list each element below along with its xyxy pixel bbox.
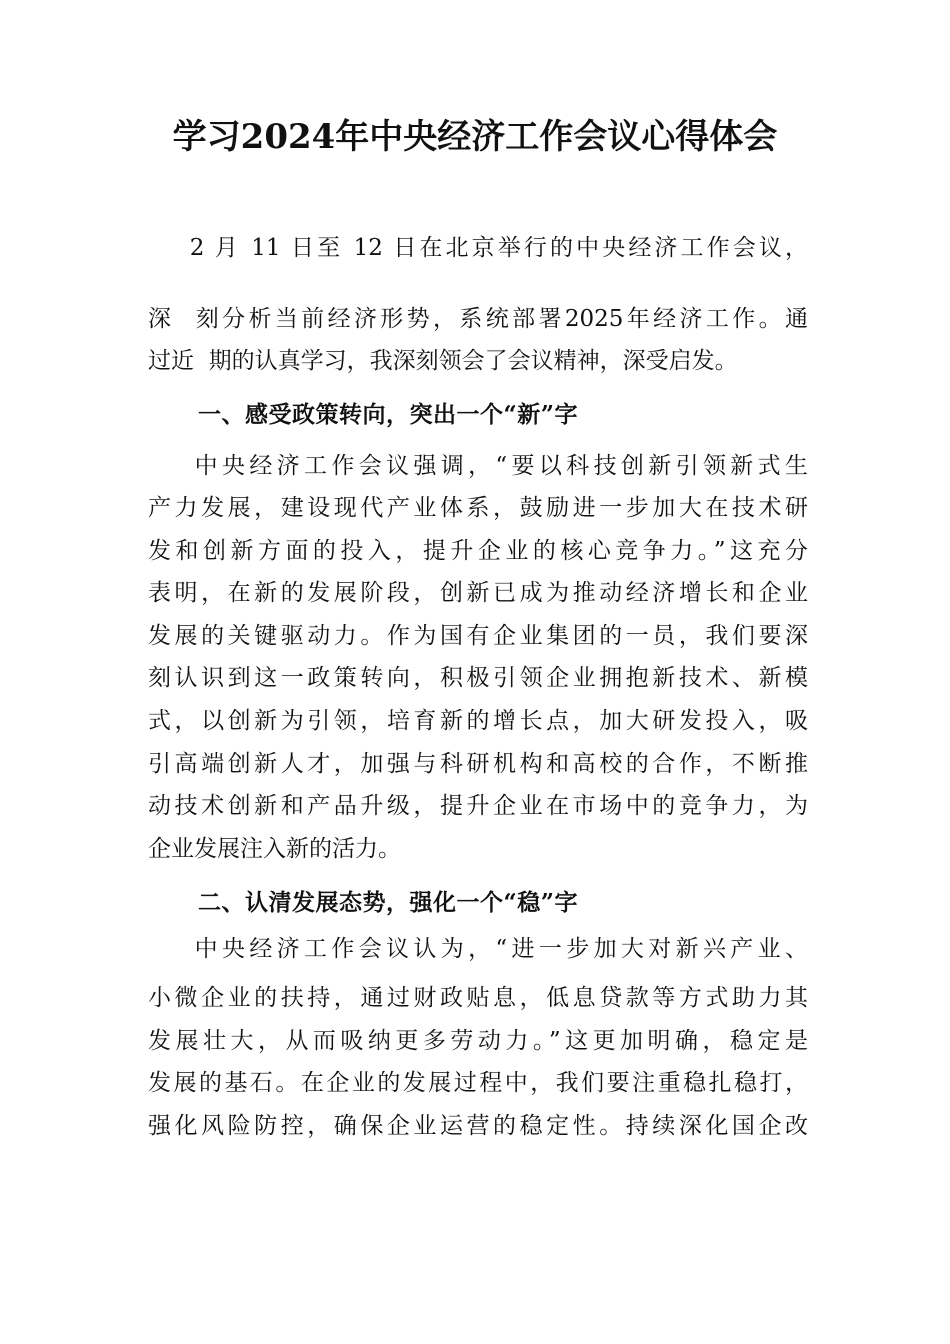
text-line: 中央经济工作会议强调，“要以科技创新引领新式生 xyxy=(148,453,808,479)
text-line: 发和创新方面的投入，提升企业的核心竞争力。”这充分 xyxy=(148,538,808,564)
text-line: 动技术创新和产品升级，提升企业在市场中的竞争力，为 xyxy=(148,793,808,819)
text-line: 引高端创新人才，加强与科研机构和高校的合作，不断推 xyxy=(148,751,808,777)
text-line: 企业发展注入新的活力。 xyxy=(148,836,401,862)
section-heading-1: 一、感受政策转向，突出一个“新”字 xyxy=(198,401,578,428)
text-line: 发展壮大，从而吸纳更多劳动力。”这更加明确，稳定是 xyxy=(148,1028,808,1054)
section-heading-2: 二、认清发展态势，强化一个“稳”字 xyxy=(198,889,578,916)
text-line: 深 刻分析当前经济形势，系统部署2025年经济工作。通 xyxy=(148,306,808,332)
page-title: 学习2024年中央经济工作会议心得体会 xyxy=(172,117,778,157)
text-line: 发展的基石。在企业的发展过程中，我们要注重稳扎稳打， xyxy=(148,1070,808,1096)
text-line: 产力发展，建设现代产业体系，鼓励进一步加大在技术研 xyxy=(148,495,808,521)
text-line: 表明，在新的发展阶段，创新已成为推动经济增长和企业 xyxy=(148,580,808,606)
text-line: 刻认识到这一政策转向，积极引领企业拥抱新技术、新模 xyxy=(148,665,808,691)
text-line: 式，以创新为引领，培育新的增长点，加大研发投入，吸 xyxy=(148,708,808,734)
text-line: 中央经济工作会议认为，“进一步加大对新兴产业、 xyxy=(148,936,808,962)
text-line: 发展的关键驱动力。作为国有企业集团的一员，我们要深 xyxy=(148,623,808,649)
text-line: 强化风险防控，确保企业运营的稳定性。持续深化国企改 xyxy=(148,1113,808,1139)
text-line: 2 月 11 日至 12 日在北京举行的中央经济工作会议， xyxy=(148,235,808,261)
text-line: 过近 期的认真学习，我深刻领会了会议精神，深受启发。 xyxy=(148,348,738,374)
text-line: 小微企业的扶持，通过财政贴息，低息贷款等方式助力其 xyxy=(148,985,808,1011)
